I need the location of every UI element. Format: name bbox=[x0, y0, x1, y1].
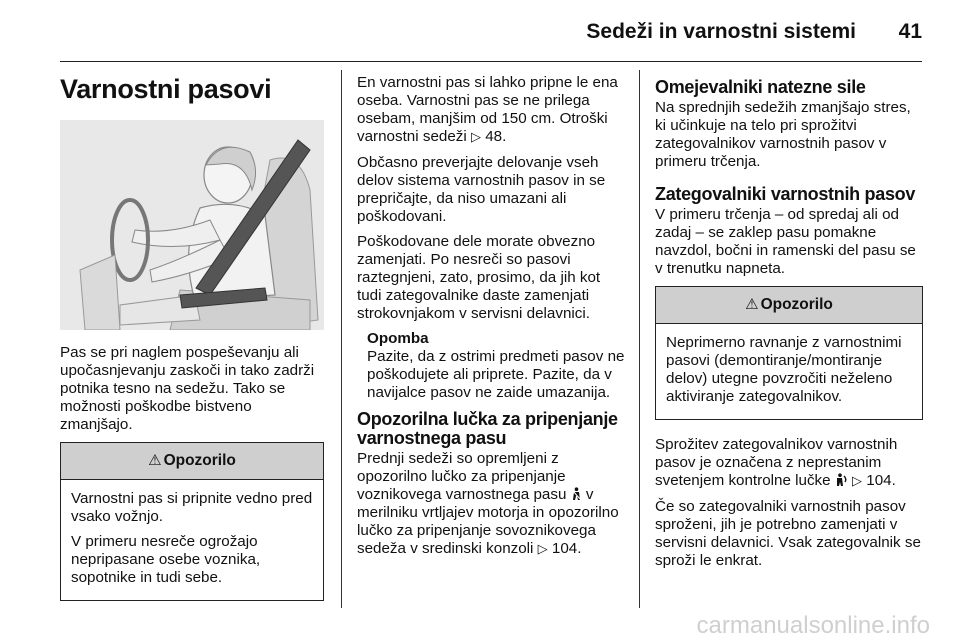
warning-text-2: V primeru nesreče ogrožajo nepripasane osebe voznika, sopotnike in tudi sebe. bbox=[71, 533, 261, 586]
warning-title: Opozorilo bbox=[163, 452, 236, 469]
warning-body bbox=[656, 324, 922, 419]
subheading-load-limiters: Omejevalniki natezne sile bbox=[655, 77, 866, 97]
paragraph-1: En varnostni pas si lahko pripne le ena oseba. Varnostni pas se ne prilega osebam, manjšim od 150 cm. Otroški varnostni sedeži ▷ 48. bbox=[357, 74, 618, 145]
seatbelt-reminder-icon bbox=[571, 487, 582, 501]
page-ref-arrow-icon: ▷ bbox=[470, 130, 481, 145]
warning-header bbox=[61, 443, 323, 480]
page-header bbox=[60, 18, 922, 58]
warning-header bbox=[656, 287, 922, 324]
note-title: Opomba bbox=[367, 330, 429, 347]
warning-text: Neprimerno ravnanje z varnostnimi pasovi (demontiranje/montiranje delov) utegne povzročiti neželeno aktiviranje zategovalnikov. bbox=[666, 334, 902, 405]
airbag-warning-icon bbox=[835, 473, 848, 487]
column-2 bbox=[357, 74, 625, 566]
column-1 bbox=[60, 74, 324, 617]
header-title: Sedeži in varnostni sistemi bbox=[586, 20, 856, 43]
paragraph-4: Če so zategovalniki varnostnih pasov sproženi, jih je potrebno zamenjati v servisni delavnici. Vsak zategovalnik se sproži le enkrat. bbox=[655, 498, 921, 569]
note-text: Pazite, da z ostrimi predmeti pasov ne poškodujete ali priprete. Pazite, da v navijalce pasov ne zaide umazanija. bbox=[367, 348, 625, 401]
warning-text-1: Varnostni pas si pripnite vedno pred vsako vožnjo. bbox=[71, 490, 313, 525]
warning-body bbox=[61, 480, 323, 600]
warning-icon: ⚠ bbox=[745, 296, 759, 313]
page-number: 41 bbox=[898, 20, 922, 43]
warning-title: Opozorilo bbox=[760, 296, 833, 313]
warning-icon: ⚠ bbox=[148, 452, 162, 469]
paragraph-4: Prednji sedeži so opremljeni z opozorilno lučko za pripenjanje voznikovega varnostnega pasu v merilniku vrtljajev motorja in opozorilno lučko za pripenjanje sovoznikovega sedeža v sredinski konzoli ▷ 104. bbox=[357, 450, 619, 557]
subheading-seatbelt-reminder: Opozorilna lučka za pripenjanje varnostnega pasu bbox=[357, 409, 618, 448]
watermark: carmanualsonline.info bbox=[696, 612, 930, 639]
seatbelt-illustration bbox=[60, 120, 324, 330]
paragraph-2: Občasno preverjajte delovanje vseh delov sistema varnostnih pasov in se prepričajte, da niso umazani ali poškodovani. bbox=[357, 154, 606, 225]
paragraph-3: Sprožitev zategovalnikov varnostnih pasov je označena z neprestanim svetenjem kontrolne lučke ▷ 104. bbox=[655, 436, 898, 489]
intro-text: Pas se pri naglem pospeševanju ali upočasnjevanju zaskoči in tako zadrži potnika tesno na sedežu. Tako se možnosti poškodbe bistveno zmanjšajo. bbox=[60, 344, 315, 433]
note-block bbox=[357, 330, 625, 402]
paragraph-2: V primeru trčenja – od spredaj ali od zadaj – se zaklep pasu pomakne navzdol, bočni in ramenski del pasu se v trenutku napneta. bbox=[655, 206, 916, 277]
paragraph-3: Poškodovane dele morate obvezno zamenjati. Po nesreči so pasovi raztegnjeni, zato, prosimo, da jih kot tudi zategovalnike daste zamenjati strokovnjakom v servisni delavnici. bbox=[357, 233, 601, 322]
page-ref: 48. bbox=[485, 128, 507, 145]
section-title: Varnostni pasovi bbox=[60, 74, 272, 104]
column-3 bbox=[655, 74, 923, 577]
page-ref-arrow-icon: ▷ bbox=[852, 474, 863, 489]
subheading-pretensioners: Zategovalniki varnostnih pasov bbox=[655, 184, 916, 204]
page-ref-arrow-icon: ▷ bbox=[537, 542, 548, 557]
paragraph-1: Na sprednjih sedežih zmanjšajo stres, ki učinkuje na telo pri sprožitvi zategovalnikov varnostnih pasov v primeru trčenja. bbox=[655, 99, 911, 170]
warning-box-1 bbox=[60, 442, 324, 601]
warning-box-2 bbox=[655, 286, 923, 420]
header-rule bbox=[60, 61, 922, 62]
page-ref: 104. bbox=[551, 540, 582, 557]
column-divider-2 bbox=[639, 70, 640, 608]
page-ref: 104. bbox=[866, 472, 896, 489]
column-divider-1 bbox=[341, 70, 342, 608]
